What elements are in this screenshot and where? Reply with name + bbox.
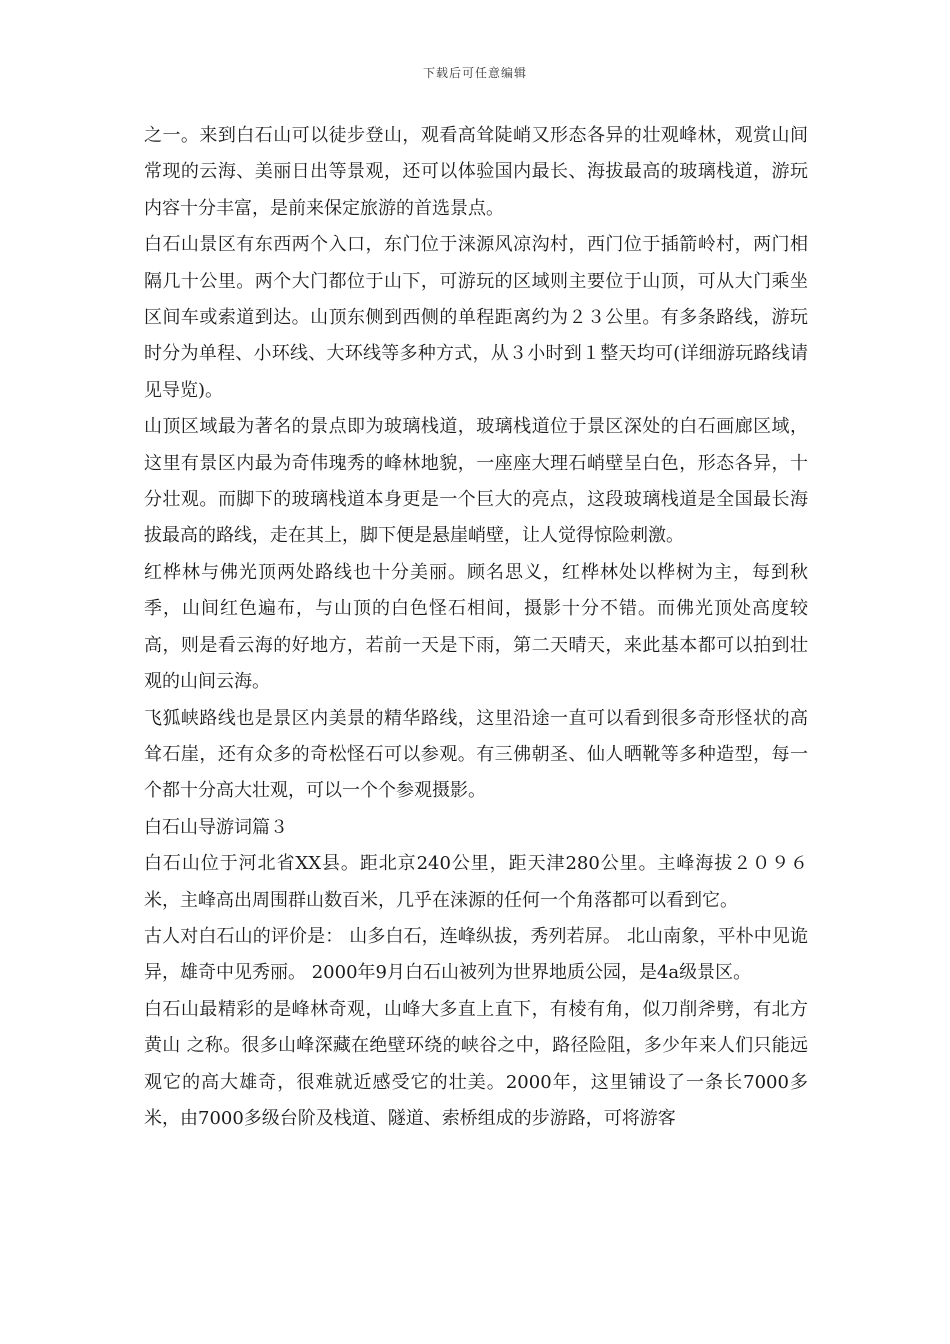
paragraph: 之一。来到白石山可以徒步登山，观看高耸陡峭又形态各异的壮观峰林，观赏山间常现的云海、美丽日出等景观，还可以体验国内最长、海拔最高的玻璃栈道，游玩内容十分丰富，是前来保定旅游的首选景点。 (144, 125, 808, 219)
paragraph: 白石山景区有东西两个入口，东门位于涞源风凉沟村，西门位于插箭岭村，两门相隔几十公里。两个大门都位于山下，可游玩的区域则主要位于山顶，可从大门乘坐区间车或索道到达。山顶东侧到西侧的单程距离约为２３公里。有多条路线，游玩时分为单程、小环线、大环线等多种方式，从３小时到１整天均可(详细游玩路线请见导览)。 (144, 234, 808, 401)
paragraph: 山顶区域最为著名的景点即为玻璃栈道，玻璃栈道位于景区深处的白石画廊区域，这里有景区内最为奇伟瑰秀的峰林地貌，一座座大理石峭壁呈白色，形态各异，十分壮观。而脚下的玻璃栈道本身更是一个巨大的亮点，这段玻璃栈道是全国最长海拔最高的路线，走在其上，脚下便是悬崖峭壁，让人觉得惊险刺激。 (144, 416, 808, 547)
page-header: 下载后可任意编辑 (422, 66, 527, 80)
paragraph: 飞狐峡路线也是景区内美景的精华路线，这里沿途一直可以看到很多奇形怪状的高耸石崖，还有众多的奇松怪石可以参观。有三佛朝圣、仙人晒靴等多种造型，每一个都十分高大壮观，可以一个个参观摄影。 (144, 707, 808, 802)
paragraph: 白石山位于河北省XX县。距北京240公里，距天津280公里。主峰海拔２０９６米，主峰高出周围群山数百米，几乎在涞源的任何一个角落都可以看到它。 (144, 853, 808, 911)
section-heading: 白石山导游词篇３ (144, 816, 288, 838)
paragraph: 红桦林与佛光顶两处路线也十分美丽。顾名思义，红桦林处以桦树为主，每到秋季，山间红色遍布，与山顶的白色怪石相间，摄影十分不错。而佛光顶处高度较高，则是看云海的好地方，若前一天是下雨，第二天晴天，来此基本都可以拍到壮观的山间云海。 (144, 561, 808, 693)
paragraph: 白石山最精彩的是峰林奇观，山峰大多直上直下，有棱有角，似刀削斧劈，有北方黄山 之称。很多山峰深藏在绝壁环绕的峡谷之中，路径险阻，多少年来人们只能远观它的高大雄奇，很难就近感受它的壮美。2000年，这里铺设了一条长7000多米，由7000多级台阶及栈道、隧道、索桥组成的步游路，可将游客 (144, 998, 808, 1129)
paragraph: 古人对白石山的评价是： 山多白石，连峰纵拔，秀列若屏。 北山南象，平朴中见诡异，雄奇中见秀丽。 2000年9月白石山被列为世界地质公园，是4a级景区。 (144, 925, 808, 984)
document-body (144, 118, 808, 1137)
